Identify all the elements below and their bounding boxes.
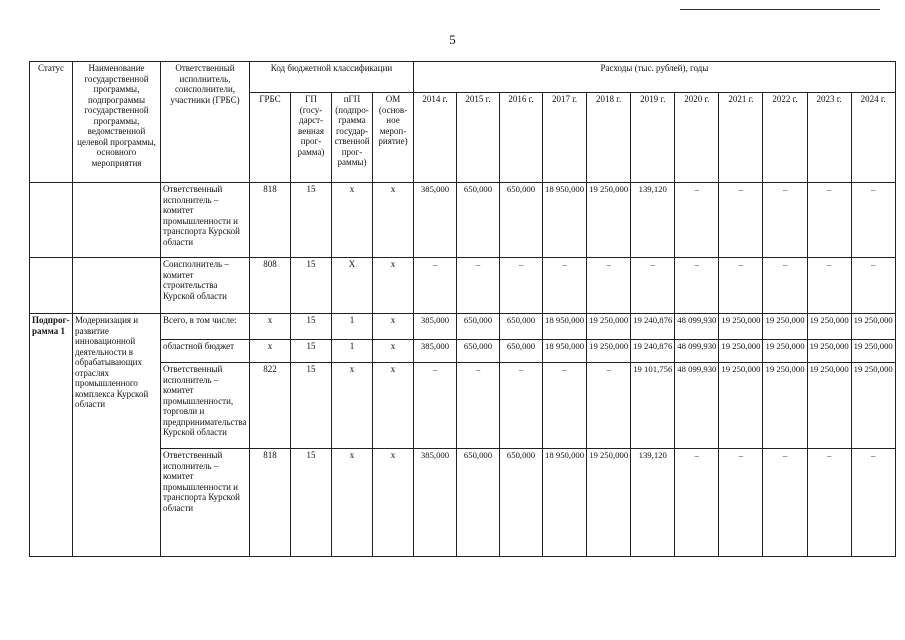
responsible-cell: Всего, в том числе: [161, 314, 250, 340]
value-cell: 19 250,000 [763, 314, 807, 340]
header-year: 2014 г. [414, 93, 457, 183]
grbs-cell: 822 [250, 363, 291, 449]
value-cell: 650,000 [457, 314, 500, 340]
om-cell: х [373, 340, 414, 363]
header-year: 2016 г. [500, 93, 543, 183]
header-gp: ГП (госу-дарст-венная прог-рамма) [291, 93, 332, 183]
value-cell: 19 250,000 [719, 363, 763, 449]
table-row [30, 183, 896, 258]
program-name-cell [73, 258, 161, 314]
pgp-cell: х [332, 449, 373, 557]
status-cell [30, 258, 73, 314]
header-year: 2015 г. [457, 93, 500, 183]
pgp-cell: Х [332, 258, 373, 314]
header-year: 2022 г. [763, 93, 807, 183]
program-name-cell [73, 183, 161, 258]
pgp-cell: х [332, 363, 373, 449]
pgp-cell: х [332, 183, 373, 258]
grbs-cell: х [250, 314, 291, 340]
grbs-cell: 818 [250, 183, 291, 258]
responsible-cell: Соисполнитель – комитет строительства Курской области [161, 258, 250, 314]
header-year: 2018 г. [587, 93, 631, 183]
value-cell: 48 099,930 [675, 314, 719, 340]
gp-cell: 15 [291, 449, 332, 557]
value-cell: 19 250,000 [587, 183, 631, 258]
pgp-cell: 1 [332, 314, 373, 340]
value-cell: – [851, 183, 895, 258]
value-cell: 385,000 [414, 314, 457, 340]
value-cell: – [763, 449, 807, 557]
value-cell: – [675, 258, 719, 314]
value-cell: – [587, 363, 631, 449]
value-cell: 19 250,000 [763, 340, 807, 363]
header-year: 2024 г. [851, 93, 895, 183]
value-cell: – [719, 183, 763, 258]
header-om: ОМ (основ-ное мероп-риятие) [373, 93, 414, 183]
header-expenses: Расходы (тыс. рублей), годы [414, 62, 896, 93]
header-responsible: Ответственный исполнитель, соисполнители, участники (ГРБС) [161, 62, 250, 183]
gp-cell: 15 [291, 258, 332, 314]
header-pgp: пГП (подпро-грамма государ-ственной прог-раммы) [332, 93, 373, 183]
header-budget-code: Код бюджетной классификации [250, 62, 414, 93]
value-cell: 18 950,000 [543, 314, 587, 340]
value-cell: 650,000 [457, 183, 500, 258]
value-cell: – [414, 258, 457, 314]
value-cell: 139,120 [631, 449, 675, 557]
header-status: Статус [30, 62, 73, 183]
value-cell: – [675, 183, 719, 258]
value-cell: 18 950,000 [543, 449, 587, 557]
value-cell: – [851, 258, 895, 314]
value-cell: – [763, 183, 807, 258]
value-cell: – [807, 258, 851, 314]
status-cell: Подпрог-рамма 1 [30, 314, 73, 557]
value-cell: – [500, 258, 543, 314]
grbs-cell: 818 [250, 449, 291, 557]
value-cell: – [631, 258, 675, 314]
value-cell: – [675, 449, 719, 557]
status-cell [30, 183, 73, 258]
value-cell: – [457, 363, 500, 449]
responsible-cell: Ответственный исполнитель – комитет промышленности и транспорта Курской области [161, 183, 250, 258]
value-cell: – [719, 258, 763, 314]
header-year: 2019 г. [631, 93, 675, 183]
value-cell: 650,000 [457, 449, 500, 557]
value-cell: 650,000 [500, 314, 543, 340]
budget-table [29, 61, 896, 557]
responsible-cell: Ответственный исполнитель – комитет промышленности, торговли и предпринимательства Курской области [161, 363, 250, 449]
value-cell: 650,000 [457, 340, 500, 363]
value-cell: – [457, 258, 500, 314]
page-number: 5 [449, 32, 456, 47]
value-cell: 19 240,876 [631, 314, 675, 340]
value-cell: 18 950,000 [543, 340, 587, 363]
header-year: 2017 г. [543, 93, 587, 183]
value-cell: – [807, 449, 851, 557]
header-year: 2021 г. [719, 93, 763, 183]
gp-cell: 15 [291, 363, 332, 449]
value-cell: 650,000 [500, 183, 543, 258]
table-row [30, 258, 896, 314]
value-cell: 19 250,000 [587, 449, 631, 557]
value-cell: 19 250,000 [587, 340, 631, 363]
program-name-cell: Модернизация и развитие инновационной деятельности в обрабатывающих отраслях промышленного комплекса Курской области [73, 314, 161, 557]
value-cell: 19 250,000 [719, 340, 763, 363]
top-rule [680, 9, 880, 10]
value-cell: – [414, 363, 457, 449]
value-cell: – [719, 449, 763, 557]
value-cell: 19 250,000 [807, 314, 851, 340]
value-cell: – [807, 183, 851, 258]
value-cell: 19 250,000 [851, 363, 895, 449]
om-cell: х [373, 363, 414, 449]
gp-cell: 15 [291, 183, 332, 258]
value-cell: 385,000 [414, 183, 457, 258]
value-cell: 385,000 [414, 340, 457, 363]
value-cell: 139,120 [631, 183, 675, 258]
header-grbs: ГРБС [250, 93, 291, 183]
gp-cell: 15 [291, 314, 332, 340]
om-cell: х [373, 314, 414, 340]
value-cell: – [500, 363, 543, 449]
value-cell: 19 250,000 [719, 314, 763, 340]
grbs-cell: х [250, 340, 291, 363]
gp-cell: 15 [291, 340, 332, 363]
value-cell: 48 099,930 [675, 340, 719, 363]
responsible-cell: Ответственный исполнитель – комитет промышленности и транспорта Курской области [161, 449, 250, 557]
value-cell: 48 099,930 [675, 363, 719, 449]
pgp-cell: 1 [332, 340, 373, 363]
value-cell: 18 950,000 [543, 183, 587, 258]
table-row [30, 314, 896, 340]
header-name: Наименование государственной программы, подпрограммы государственной программы, ведомственной целевой программы, основного мероприятия [73, 62, 161, 183]
value-cell: 650,000 [500, 340, 543, 363]
header-year: 2023 г. [807, 93, 851, 183]
value-cell: 19 240,876 [631, 340, 675, 363]
header-year: 2020 г. [675, 93, 719, 183]
value-cell: 19 250,000 [807, 340, 851, 363]
responsible-cell: областной бюджет [161, 340, 250, 363]
value-cell: 19 250,000 [851, 340, 895, 363]
header-row-1 [30, 62, 896, 93]
value-cell: 19 250,000 [587, 314, 631, 340]
value-cell: – [763, 258, 807, 314]
value-cell: 385,000 [414, 449, 457, 557]
value-cell: 650,000 [500, 449, 543, 557]
om-cell: х [373, 183, 414, 258]
value-cell: – [587, 258, 631, 314]
om-cell: х [373, 258, 414, 314]
value-cell: 19 250,000 [763, 363, 807, 449]
om-cell: х [373, 449, 414, 557]
value-cell: 19 250,000 [807, 363, 851, 449]
value-cell: 19 250,000 [851, 314, 895, 340]
value-cell: – [851, 449, 895, 557]
grbs-cell: 808 [250, 258, 291, 314]
value-cell: – [543, 363, 587, 449]
value-cell: 19 101,756 [631, 363, 675, 449]
value-cell: – [543, 258, 587, 314]
